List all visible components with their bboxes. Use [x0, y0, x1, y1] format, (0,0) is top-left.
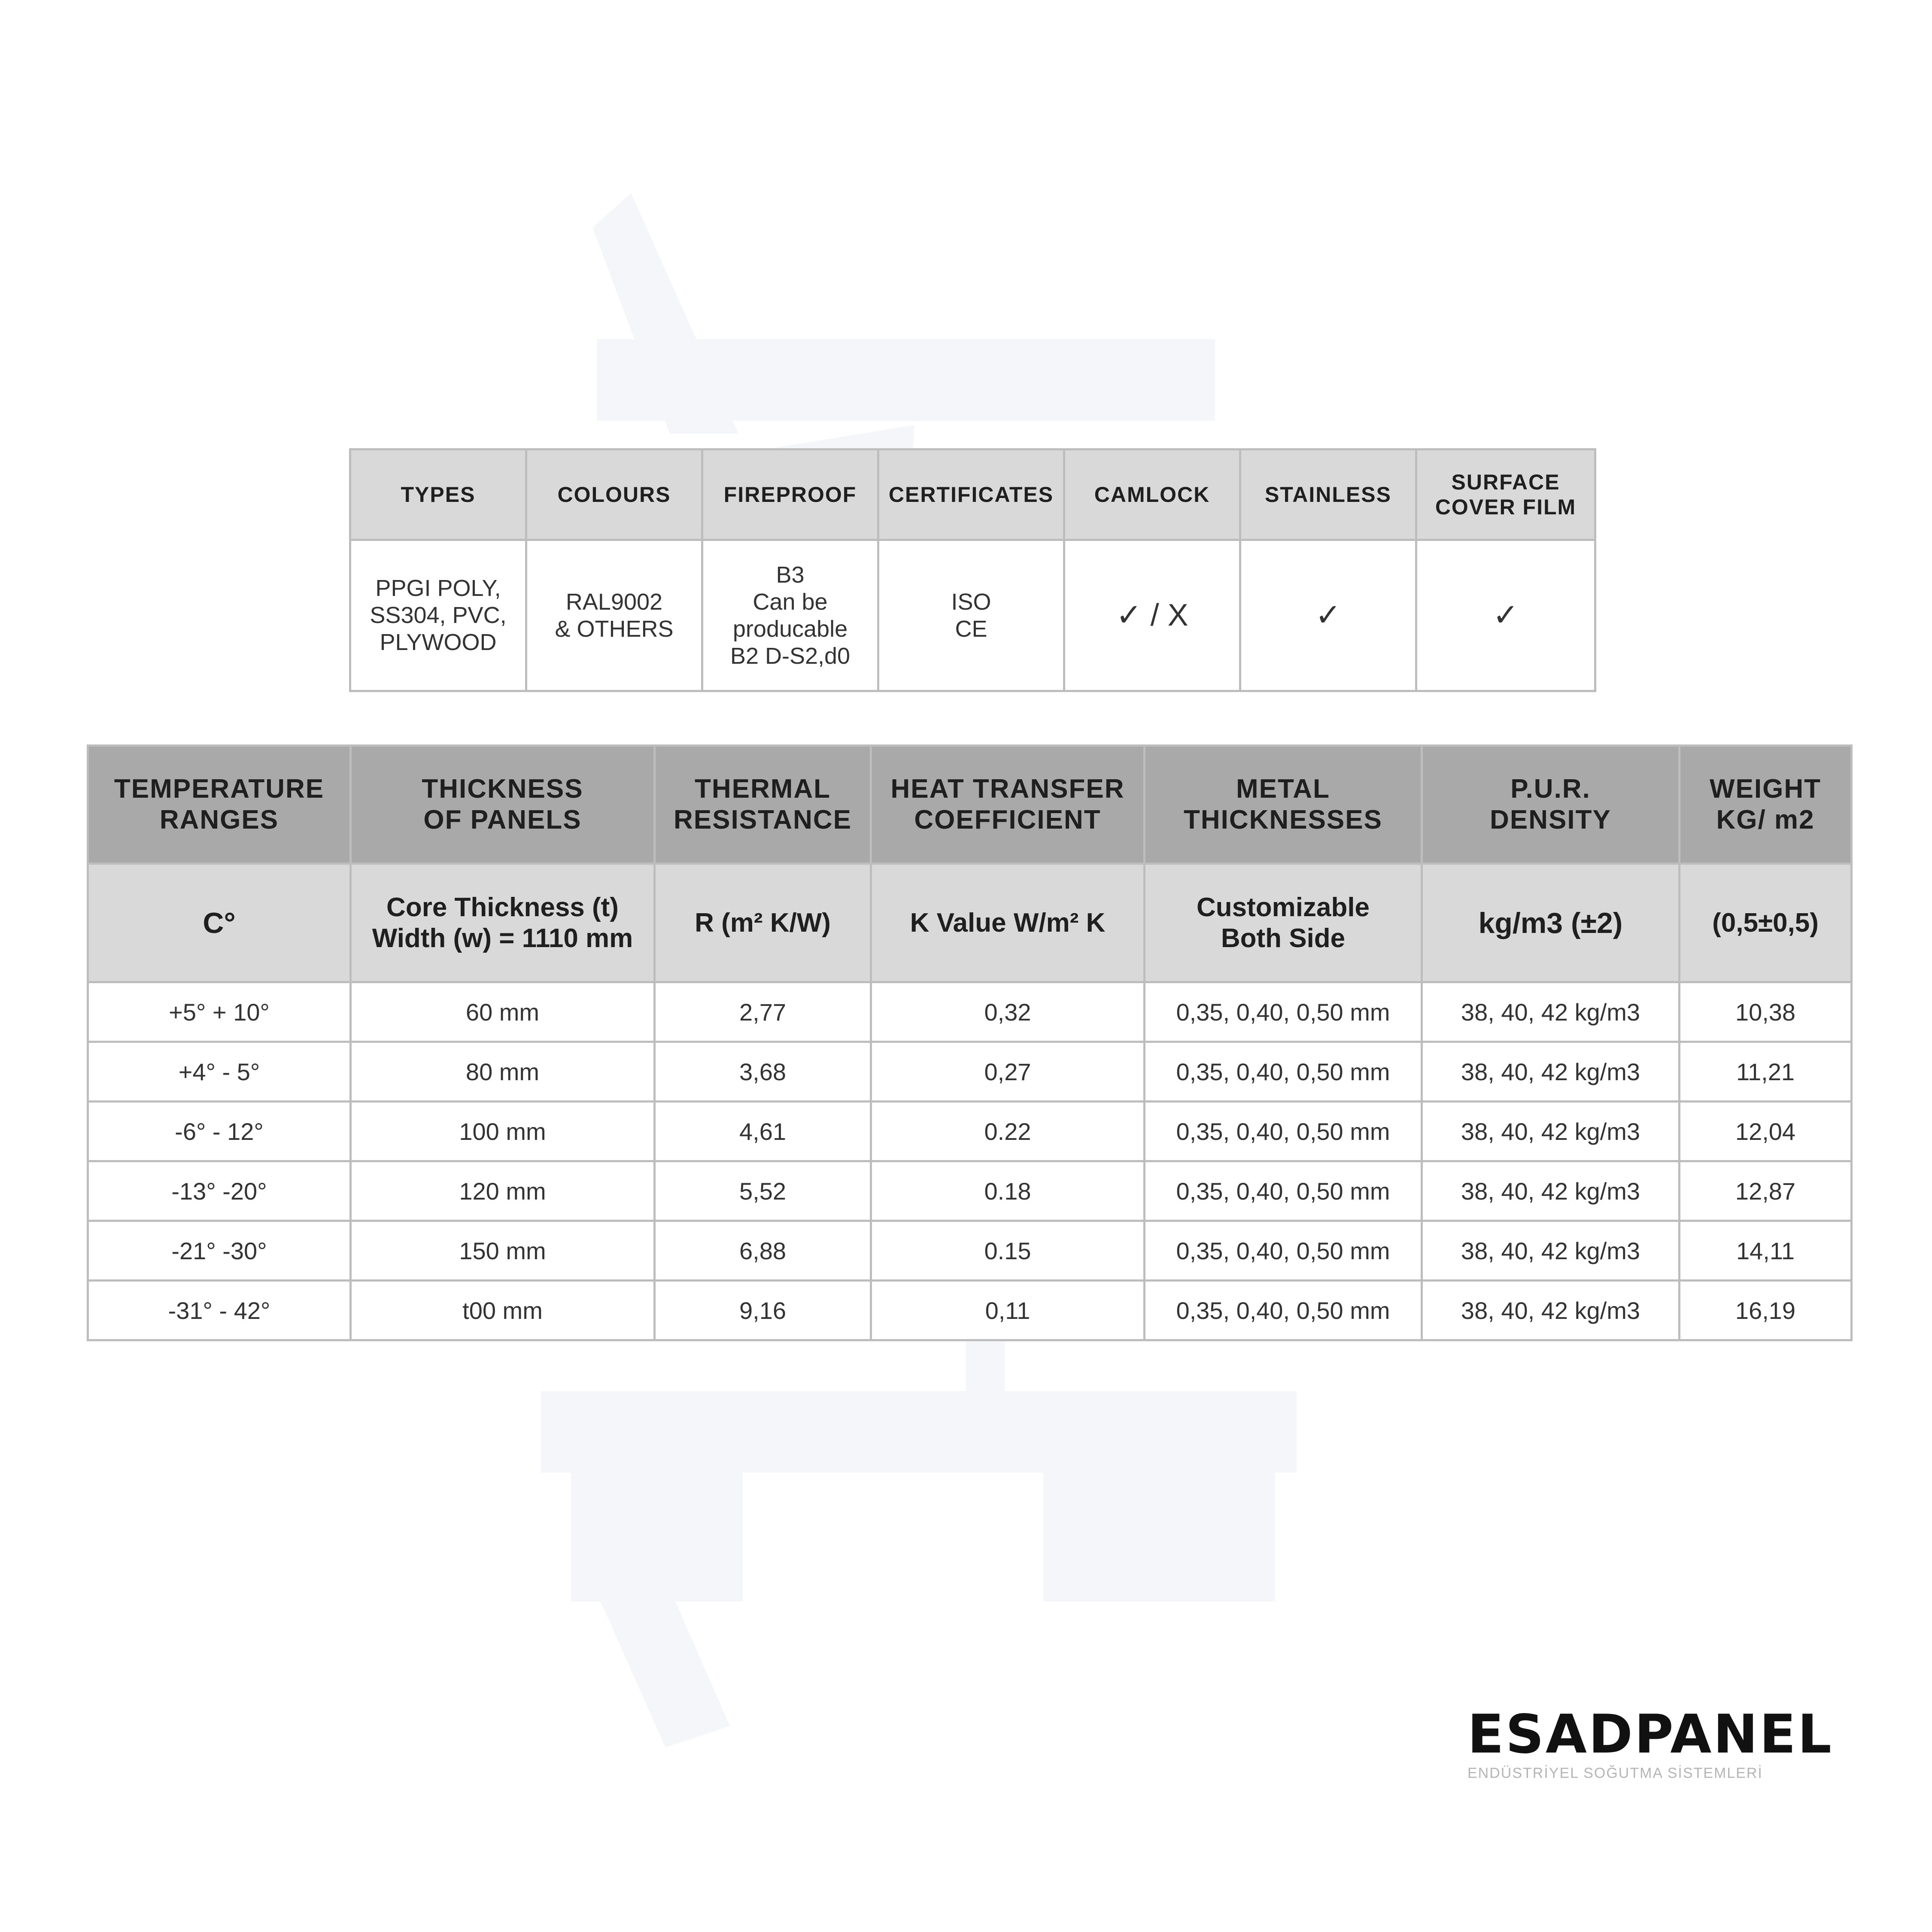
cell-thickness: t00 mm	[351, 1281, 655, 1340]
cell-temperature: +4° - 5°	[88, 1042, 351, 1102]
header-weight: WEIGHT KG/ m2	[1680, 746, 1852, 864]
cell-weight: 10,38	[1680, 982, 1852, 1042]
specs-header-certificates: CERTIFICATES	[878, 450, 1064, 540]
header-heat-transfer-coefficient: HEAT TRANSFER COEFFICIENT	[871, 746, 1145, 864]
header-thickness-of-panels: THICKNESS OF PANELS	[351, 746, 655, 864]
cell-thermal-resistance: 9,16	[655, 1281, 871, 1340]
cell-temperature: -31° - 42°	[88, 1281, 351, 1340]
cell-pur-density: 38, 40, 42 kg/m3	[1422, 1161, 1680, 1221]
cell-k-value: 0.15	[871, 1221, 1145, 1281]
cell-pur-density: 38, 40, 42 kg/m3	[1422, 1102, 1680, 1161]
cell-weight: 12,87	[1680, 1161, 1852, 1221]
cell-pur-density: 38, 40, 42 kg/m3	[1422, 1221, 1680, 1281]
unit-pur-density: kg/m3 (±2)	[1422, 864, 1680, 982]
panel-properties-table	[87, 744, 1853, 1341]
cell-metal-thickness: 0,35, 0,40, 0,50 mm	[1145, 1161, 1422, 1221]
cell-thickness: 100 mm	[351, 1102, 655, 1161]
product-specs-table	[349, 448, 1596, 692]
cell-pur-density: 38, 40, 42 kg/m3	[1422, 1042, 1680, 1102]
cell-k-value: 0.22	[871, 1102, 1145, 1161]
logo-wordmark: ESADPANEL	[1467, 1704, 1833, 1765]
properties-unit-row	[88, 864, 1852, 982]
cell-thickness: 150 mm	[351, 1221, 655, 1281]
specs-header-colours: COLOURS	[526, 450, 702, 540]
table-row	[88, 1161, 1852, 1221]
specs-value-stainless: ✓	[1240, 540, 1416, 691]
cell-temperature: +5° + 10°	[88, 982, 351, 1042]
cell-k-value: 0,27	[871, 1042, 1145, 1102]
cell-weight: 12,04	[1680, 1102, 1852, 1161]
table-row	[88, 1042, 1852, 1102]
specs-header-camlock: CAMLOCK	[1064, 450, 1240, 540]
cell-k-value: 0,11	[871, 1281, 1145, 1340]
header-pur-density: P.U.R. DENSITY	[1422, 746, 1680, 864]
cell-metal-thickness: 0,35, 0,40, 0,50 mm	[1145, 1102, 1422, 1161]
cell-weight: 16,19	[1680, 1281, 1852, 1340]
cell-thickness: 80 mm	[351, 1042, 655, 1102]
table-row	[88, 1281, 1852, 1340]
cell-thickness: 60 mm	[351, 982, 655, 1042]
specs-value-surface-cover-film: ✓	[1416, 540, 1595, 691]
cell-k-value: 0.18	[871, 1161, 1145, 1221]
specs-value-camlock: ✓ / X	[1064, 540, 1240, 691]
specs-header-stainless: STAINLESS	[1240, 450, 1416, 540]
cell-temperature: -13° -20°	[88, 1161, 351, 1221]
unit-temperature: C°	[88, 864, 351, 982]
cell-metal-thickness: 0,35, 0,40, 0,50 mm	[1145, 1281, 1422, 1340]
unit-thermal-resistance: R (m² K/W)	[655, 864, 871, 982]
esadpanel-logo	[1467, 1704, 1833, 1782]
cell-thermal-resistance: 6,88	[655, 1221, 871, 1281]
logo-tagline: ENDÜSTRİYEL SOĞUTMA SİSTEMLERİ	[1467, 1765, 1763, 1781]
specs-header-types: TYPES	[350, 450, 526, 540]
cell-pur-density: 38, 40, 42 kg/m3	[1422, 982, 1680, 1042]
specs-value-certificates: ISO CE	[878, 540, 1064, 691]
cell-thickness: 120 mm	[351, 1161, 655, 1221]
specs-value-types: PPGI POLY, SS304, PVC, PLYWOOD	[350, 540, 526, 691]
specs-header-surface-cover-film: SURFACE COVER FILM	[1416, 450, 1595, 540]
header-metal-thicknesses: METAL THICKNESSES	[1145, 746, 1422, 864]
cell-metal-thickness: 0,35, 0,40, 0,50 mm	[1145, 1221, 1422, 1281]
header-thermal-resistance: THERMAL RESISTANCE	[655, 746, 871, 864]
cell-thermal-resistance: 3,68	[655, 1042, 871, 1102]
table-row	[88, 1102, 1852, 1161]
table-row	[88, 982, 1852, 1042]
unit-thickness: Core Thickness (t) Width (w) = 1110 mm	[351, 864, 655, 982]
cell-metal-thickness: 0,35, 0,40, 0,50 mm	[1145, 982, 1422, 1042]
cell-metal-thickness: 0,35, 0,40, 0,50 mm	[1145, 1042, 1422, 1102]
table-row	[88, 1221, 1852, 1281]
properties-header-row	[88, 746, 1852, 864]
cell-thermal-resistance: 4,61	[655, 1102, 871, 1161]
cell-k-value: 0,32	[871, 982, 1145, 1042]
specs-value-row	[350, 540, 1595, 691]
specs-header-row	[350, 450, 1595, 540]
cell-weight: 14,11	[1680, 1221, 1852, 1281]
cell-temperature: -6° - 12°	[88, 1102, 351, 1161]
specs-value-colours: RAL9002 & OTHERS	[526, 540, 702, 691]
unit-heat-transfer: K Value W/m² K	[871, 864, 1145, 982]
specs-header-fireproof: FIREPROOF	[702, 450, 878, 540]
cell-pur-density: 38, 40, 42 kg/m3	[1422, 1281, 1680, 1340]
unit-weight: (0,5±0,5)	[1680, 864, 1852, 982]
cell-temperature: -21° -30°	[88, 1221, 351, 1281]
unit-metal-thickness: Customizable Both Side	[1145, 864, 1422, 982]
cell-thermal-resistance: 2,77	[655, 982, 871, 1042]
specs-value-fireproof: B3 Can be producable B2 D-S2,d0	[702, 540, 878, 691]
header-temperature-ranges: TEMPERATURE RANGES	[88, 746, 351, 864]
cell-weight: 11,21	[1680, 1042, 1852, 1102]
cell-thermal-resistance: 5,52	[655, 1161, 871, 1221]
